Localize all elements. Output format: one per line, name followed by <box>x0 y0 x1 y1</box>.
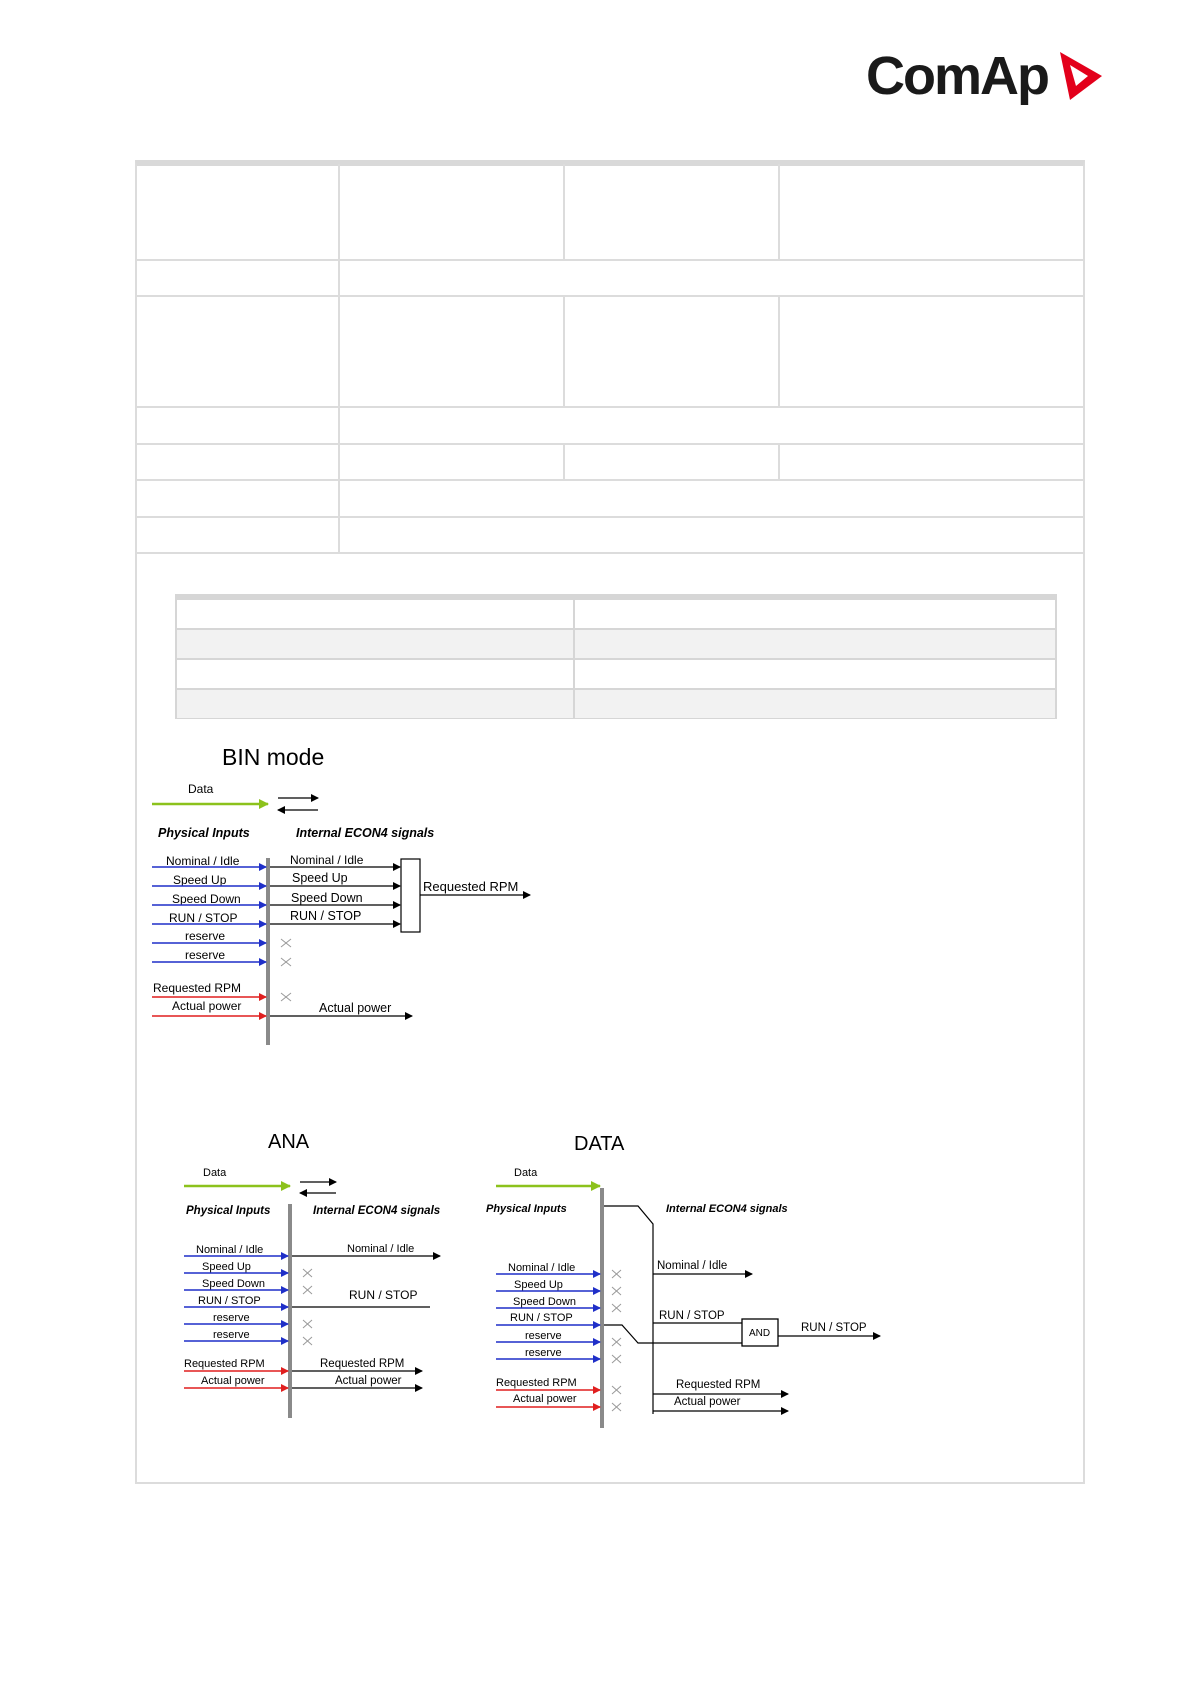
input-label: reserve <box>213 1312 250 1324</box>
signal-label: Nominal / Idle <box>290 853 364 867</box>
legend-data-label: Data <box>203 1167 227 1179</box>
input-label: Nominal / Idle <box>508 1262 576 1274</box>
analog-input-label: Actual power <box>513 1393 577 1405</box>
signal-label: RUN / STOP <box>290 909 362 923</box>
logo-wordmark: ComAp <box>866 46 1048 106</box>
internal-signals-heading: Internal ECON4 signals <box>296 826 435 840</box>
output-label: Requested RPM <box>676 1379 761 1391</box>
internal-signals-heading: Internal ECON4 signals <box>313 1205 441 1217</box>
input-label: Speed Up <box>173 873 227 887</box>
legend-data-label: Data <box>514 1167 538 1179</box>
analog-input-label: Requested RPM <box>184 1358 265 1370</box>
input-label: RUN / STOP <box>169 911 238 925</box>
blocked-mark <box>612 1270 621 1411</box>
input-label: reserve <box>525 1347 562 1359</box>
bin-title: BIN mode <box>222 744 325 770</box>
signal-label: RUN / STOP <box>659 1310 725 1322</box>
input-label: reserve <box>185 948 226 962</box>
output-label: RUN / STOP <box>801 1322 867 1334</box>
physical-inputs-heading: Physical Inputs <box>158 826 250 840</box>
input-label: Speed Down <box>202 1278 265 1290</box>
input-label: Nominal / Idle <box>196 1244 264 1256</box>
input-label: reserve <box>213 1329 250 1341</box>
output-label: Requested RPM <box>423 879 519 894</box>
and-gate-label: AND <box>749 1328 771 1339</box>
data-bus-line <box>604 1206 653 1414</box>
input-label: Nominal / Idle <box>166 854 240 868</box>
signal-label: Speed Up <box>292 871 348 885</box>
signal-label: Nominal / Idle <box>657 1260 728 1272</box>
data-title: DATA <box>574 1133 625 1155</box>
logic-block <box>401 859 420 932</box>
bin-mode-diagram <box>152 744 530 1045</box>
input-label: Speed Up <box>202 1261 251 1273</box>
ana-mode-diagram <box>184 1131 440 1418</box>
data-mode-diagram <box>486 1133 880 1428</box>
signal-label: RUN / STOP <box>349 1288 418 1302</box>
analog-input-label: Actual power <box>201 1375 265 1387</box>
output-label: Requested RPM <box>320 1358 405 1370</box>
input-label: reserve <box>525 1330 562 1342</box>
legend-data-label: Data <box>188 782 214 796</box>
actual-power-label: Actual power <box>319 1001 392 1015</box>
analog-input-label: Requested RPM <box>153 981 242 995</box>
internal-signals-heading: Internal ECON4 signals <box>666 1203 788 1215</box>
input-label: reserve <box>185 929 226 943</box>
output-label: Actual power <box>674 1396 741 1408</box>
blocked-mark <box>281 939 291 1001</box>
output-label: Actual power <box>335 1375 402 1387</box>
input-label: Speed Down <box>513 1296 576 1308</box>
input-label: Speed Down <box>172 892 241 906</box>
input-label: Speed Up <box>514 1279 563 1291</box>
input-label: RUN / STOP <box>198 1295 261 1307</box>
runstop-physical-line <box>604 1325 742 1343</box>
physical-inputs-heading: Physical Inputs <box>186 1205 271 1217</box>
signal-label: Nominal / Idle <box>347 1243 415 1255</box>
ana-title: ANA <box>268 1131 310 1153</box>
signal-label: Speed Down <box>291 891 363 905</box>
physical-inputs-heading: Physical Inputs <box>486 1203 567 1215</box>
analog-input-label: Requested RPM <box>496 1377 577 1389</box>
input-label: RUN / STOP <box>510 1312 573 1324</box>
analog-input-label: Actual power <box>172 999 242 1013</box>
